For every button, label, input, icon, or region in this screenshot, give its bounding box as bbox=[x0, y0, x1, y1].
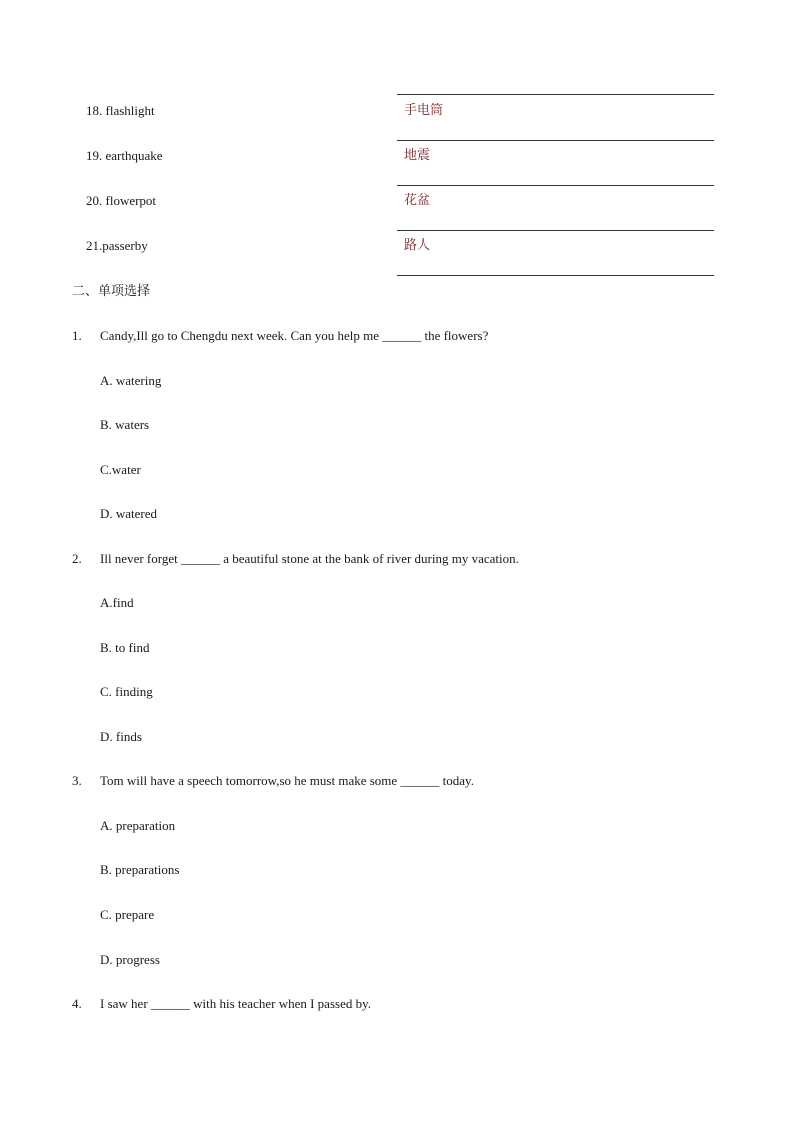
answer-line bbox=[397, 275, 714, 276]
question-number: 2. bbox=[72, 551, 82, 566]
vocab-row bbox=[0, 139, 794, 184]
question-number: 4. bbox=[72, 996, 82, 1011]
vocab-answer: 手电筒 bbox=[404, 103, 444, 118]
option-c: C. finding bbox=[100, 684, 153, 699]
option-d: D. progress bbox=[100, 952, 160, 967]
vocab-term: 19. earthquake bbox=[86, 148, 163, 163]
question-text: Candy,Ill go to Chengdu next week. Can you help me ______ the flowers? bbox=[100, 328, 489, 343]
vocab-term: 21.passerby bbox=[86, 238, 148, 253]
question-text: I saw her ______ with his teacher when I passed by. bbox=[100, 996, 372, 1011]
vocab-term: 20. flowerpot bbox=[86, 193, 157, 208]
option-a: A. watering bbox=[100, 373, 162, 388]
vocab-term: 18. flashlight bbox=[86, 103, 155, 118]
option-b: B. to find bbox=[100, 640, 150, 655]
option-a: A.find bbox=[100, 595, 134, 610]
option-b: B. preparations bbox=[100, 862, 180, 877]
option-d: D. finds bbox=[100, 729, 142, 744]
vocab-row bbox=[0, 229, 794, 274]
vocab-answer: 地震 bbox=[404, 148, 431, 163]
vocab-answer: 花盆 bbox=[404, 193, 431, 208]
question-text: Tom will have a speech tomorrow,so he must make some ______ today. bbox=[100, 773, 474, 788]
option-c: C.water bbox=[100, 462, 141, 477]
question-number: 1. bbox=[72, 328, 82, 343]
vocab-row bbox=[0, 184, 794, 229]
vocab-row bbox=[0, 94, 794, 139]
section-title: 二、单项选择 bbox=[72, 284, 151, 299]
question-text: Ill never forget ______ a beautiful stone at the bank of river during my vacation. bbox=[100, 551, 519, 566]
vocab-answer: 路人 bbox=[404, 238, 431, 253]
question-number: 3. bbox=[72, 773, 82, 788]
option-c: C. prepare bbox=[100, 907, 155, 922]
option-b: B. waters bbox=[100, 417, 150, 432]
option-d: D. watered bbox=[100, 506, 158, 521]
option-a: A. preparation bbox=[100, 818, 176, 833]
